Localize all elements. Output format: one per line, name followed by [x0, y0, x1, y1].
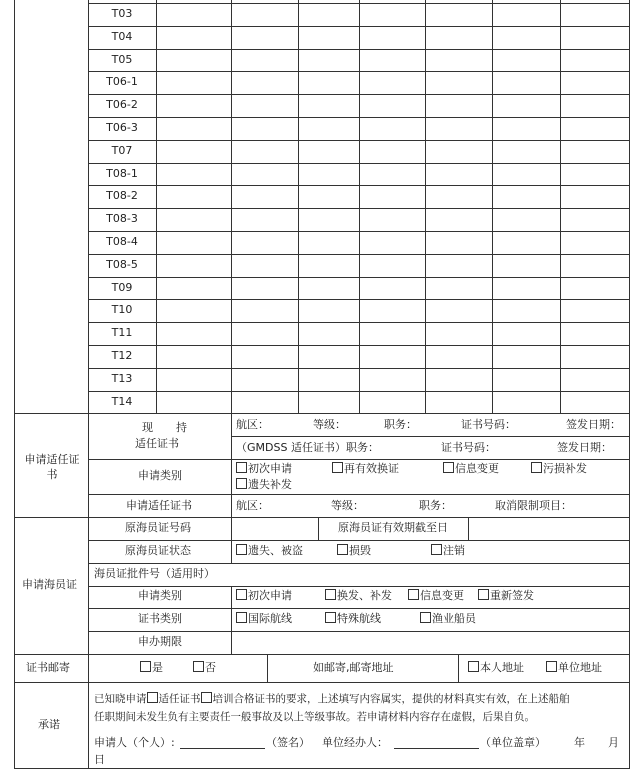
seaman-cat-info[interactable]: 信息变更	[408, 589, 464, 603]
grid-input-cell[interactable]	[232, 50, 298, 72]
current-field-duty: 职务：	[384, 418, 417, 431]
grid-input-cell[interactable]	[360, 369, 425, 391]
addr-company[interactable]: 单位地址	[546, 661, 602, 675]
checkbox[interactable]	[420, 612, 431, 623]
grid-input-cell[interactable]	[299, 4, 359, 26]
apply-field-duty: 职务：	[419, 499, 452, 512]
gmdss-duty: （GMDSS 适任证书）职务：	[236, 441, 379, 454]
grid-input-cell[interactable]	[360, 323, 425, 345]
grid-input-cell[interactable]	[360, 95, 425, 117]
grid-input-cell[interactable]	[426, 255, 492, 277]
grid-input-cell[interactable]	[493, 141, 560, 163]
promise-section-title: 承诺	[38, 718, 60, 731]
seaman-section-title: 申请海员证	[22, 578, 77, 591]
grid-input-cell[interactable]	[360, 255, 425, 277]
grid-input-cell[interactable]	[493, 72, 560, 94]
grid-input-cell[interactable]	[232, 232, 298, 254]
grid-input-cell[interactable]	[157, 72, 231, 94]
grid-input-cell[interactable]	[561, 141, 629, 163]
apply-field-remove-limit: 取消限制项目：	[495, 499, 572, 512]
grid-input-cell[interactable]	[157, 186, 231, 208]
status-damaged[interactable]: 损毁	[337, 544, 371, 558]
mail-no[interactable]: 否	[193, 661, 216, 675]
grid-input-cell[interactable]	[426, 164, 492, 186]
seaman-type-label: 证书类别	[138, 612, 182, 625]
checkbox[interactable]	[468, 661, 479, 672]
checkbox[interactable]	[140, 661, 151, 672]
checkbox[interactable]	[147, 692, 158, 703]
seaman-category-label: 申请类别	[138, 589, 182, 602]
grid-input-cell[interactable]	[493, 300, 560, 322]
grid-input-cell[interactable]	[232, 323, 298, 345]
promise-text-line2: 任职期间未发生负有主要责任一般事故及以上等级事故。若申请材料内容存在虚假，后果自负。	[94, 711, 535, 723]
grid-input-cell[interactable]	[299, 50, 359, 72]
grid-input-cell[interactable]	[299, 141, 359, 163]
status-cancelled[interactable]: 注销	[431, 544, 465, 558]
gmdss-cert-no: 证书号码：	[441, 441, 496, 454]
code-cell: T08-1	[106, 166, 138, 180]
grid-input-cell[interactable]	[299, 346, 359, 368]
checkbox[interactable]	[478, 589, 489, 600]
grid-input-cell[interactable]	[157, 323, 231, 345]
grid-input-cell[interactable]	[426, 4, 492, 26]
grid-input-cell[interactable]	[299, 300, 359, 322]
type-international[interactable]: 国际航线	[236, 612, 292, 626]
grid-input-cell[interactable]	[426, 141, 492, 163]
code-cell: T06-2	[106, 98, 138, 112]
grid-input-cell[interactable]	[299, 118, 359, 140]
grid-input-cell[interactable]	[232, 141, 298, 163]
grid-input-cell[interactable]	[561, 164, 629, 186]
grid-input-cell[interactable]	[493, 232, 560, 254]
grid-input-cell[interactable]	[426, 346, 492, 368]
month-label: 月	[608, 736, 619, 749]
apply-field-area: 航区：	[236, 499, 269, 512]
apply-field-grade: 等级：	[331, 499, 364, 512]
grid-input-cell[interactable]	[493, 323, 560, 345]
seaman-cat-initial[interactable]: 初次申请	[236, 589, 292, 603]
code-cell: T14	[111, 394, 133, 408]
grid-input-cell[interactable]	[360, 164, 425, 186]
code-cell: T11	[111, 326, 133, 340]
grid-input-cell[interactable]	[360, 186, 425, 208]
grid-input-cell[interactable]	[157, 27, 231, 49]
grid-input-cell[interactable]	[426, 72, 492, 94]
grid-input-cell[interactable]	[360, 50, 425, 72]
grid-input-cell[interactable]	[299, 392, 359, 414]
gmdss-issue-date: 签发日期：	[557, 441, 612, 454]
grid-input-cell[interactable]	[157, 300, 231, 322]
grid-input-cell[interactable]	[426, 95, 492, 117]
grid-input-cell[interactable]	[493, 255, 560, 277]
checkbox[interactable]	[325, 589, 336, 600]
grid-input-cell[interactable]	[232, 278, 298, 300]
grid-input-cell[interactable]	[426, 232, 492, 254]
grid-input-cell[interactable]	[157, 118, 231, 140]
current-cert-label: 现 持	[142, 421, 193, 434]
grid-input-cell[interactable]	[157, 369, 231, 391]
grid-input-cell[interactable]	[299, 27, 359, 49]
apply-cert-label: 申请适任证书	[126, 499, 192, 512]
grid-input-cell[interactable]	[232, 164, 298, 186]
grid-input-cell[interactable]	[360, 346, 425, 368]
grid-input-cell[interactable]	[493, 95, 560, 117]
applicant-sign-line[interactable]	[180, 748, 265, 749]
type-special[interactable]: 特殊航线	[325, 612, 381, 626]
grid-input-cell[interactable]	[561, 278, 629, 300]
grid-input-cell[interactable]	[493, 118, 560, 140]
code-cell: T07	[111, 143, 133, 157]
seal-label: （单位盖章）	[480, 736, 546, 749]
grid-input-cell[interactable]	[561, 323, 629, 345]
cert-cat-info-change[interactable]: 信息变更	[443, 462, 499, 476]
grid-input-cell[interactable]	[360, 300, 425, 322]
applicant-label: 申请人（个人）:	[94, 736, 175, 749]
grid-input-cell[interactable]	[299, 95, 359, 117]
grid-input-cell[interactable]	[426, 300, 492, 322]
grid-input-cell[interactable]	[561, 72, 629, 94]
code-cell: T08-4	[106, 235, 138, 248]
grid-input-cell[interactable]	[232, 300, 298, 322]
grid-input-cell[interactable]	[360, 72, 425, 94]
cert-cat-lost[interactable]: 遗失补发	[236, 478, 292, 492]
grid-input-cell[interactable]	[493, 164, 560, 186]
grid-input-cell[interactable]	[232, 346, 298, 368]
orig-seaman-valid-label: 原海员证有效期截至日	[338, 521, 448, 534]
cert-cat-renew[interactable]: 再有效换证	[332, 462, 399, 476]
code-cell: T13	[111, 371, 133, 385]
code-cell: T06-3	[106, 121, 138, 134]
grid-input-cell[interactable]	[360, 232, 425, 254]
grid-input-cell[interactable]	[561, 209, 629, 231]
type-fishery[interactable]: 渔业船员	[420, 612, 476, 626]
checkbox[interactable]	[431, 544, 442, 555]
grid-input-cell[interactable]	[426, 323, 492, 345]
grid-input-cell[interactable]	[299, 164, 359, 186]
code-cell: T05	[111, 52, 133, 66]
grid-input-cell[interactable]	[157, 392, 231, 414]
grid-input-cell[interactable]	[493, 4, 560, 26]
grid-input-cell[interactable]	[561, 27, 629, 49]
seaman-cat-resign[interactable]: 重新签发	[478, 589, 534, 603]
checkbox[interactable]	[325, 612, 336, 623]
status-lost[interactable]: 遗失、被盗	[236, 544, 303, 558]
current-field-cert-no: 证书号码：	[461, 418, 516, 431]
grid-input-cell[interactable]	[157, 209, 231, 231]
grid-input-cell[interactable]	[232, 369, 298, 391]
grid-input-cell[interactable]	[561, 255, 629, 277]
cert-category-label: 申请类别	[138, 469, 182, 482]
grid-input-cell[interactable]	[299, 369, 359, 391]
grid-input-cell[interactable]	[561, 186, 629, 208]
code-cell: T08-5	[106, 257, 138, 271]
grid-input-cell[interactable]	[232, 186, 298, 208]
checkbox[interactable]	[332, 462, 343, 473]
grid-input-cell[interactable]	[232, 209, 298, 231]
grid-input-cell[interactable]	[561, 300, 629, 322]
grid-input-cell[interactable]	[360, 209, 425, 231]
code-cell: T08-2	[106, 189, 138, 203]
grid-input-cell[interactable]	[360, 278, 425, 300]
grid-input-cell[interactable]	[493, 27, 560, 49]
grid-input-cell[interactable]	[426, 369, 492, 391]
grid-input-cell[interactable]	[493, 50, 560, 72]
grid-input-cell[interactable]	[360, 392, 425, 414]
code-cell: T08-3	[106, 212, 138, 226]
grid-input-cell[interactable]	[157, 50, 231, 72]
grid-input-cell[interactable]	[232, 95, 298, 117]
code-cell: T04	[111, 29, 133, 43]
mail-yes[interactable]: 是	[140, 661, 163, 675]
checkbox[interactable]	[236, 589, 247, 600]
grid-input-cell[interactable]	[299, 232, 359, 254]
grid-input-cell[interactable]	[561, 369, 629, 391]
checkbox[interactable]	[201, 692, 212, 703]
grid-input-cell[interactable]	[426, 392, 492, 414]
grid-input-cell[interactable]	[360, 4, 425, 26]
grid-input-cell[interactable]	[493, 278, 560, 300]
checkbox[interactable]	[193, 661, 204, 672]
current-cert-label-2: 适任证书	[135, 437, 179, 450]
grid-input-cell[interactable]	[299, 209, 359, 231]
code-cell: T06-1	[106, 75, 138, 89]
apply-cert-section-title: 申请适任证书	[24, 453, 80, 481]
grid-input-cell[interactable]	[561, 118, 629, 140]
grid-input-cell[interactable]	[157, 232, 231, 254]
grid-input-cell[interactable]	[299, 323, 359, 345]
orig-seaman-no-label: 原海员证号码	[125, 521, 191, 534]
promise-text-line1: 已知晓申请 适任证书 培训合格证书的要求，上述填写内容属实，提供的材料真实有效，在上述船舶	[94, 693, 570, 705]
checkbox[interactable]	[337, 544, 348, 555]
grid-input-cell[interactable]	[157, 141, 231, 163]
grid-input-cell[interactable]	[232, 255, 298, 277]
grid-input-cell[interactable]	[561, 346, 629, 368]
grid-input-cell[interactable]	[157, 255, 231, 277]
grid-input-cell[interactable]	[157, 95, 231, 117]
checkbox[interactable]	[408, 589, 419, 600]
orig-seaman-status-label: 原海员证状态	[125, 544, 191, 557]
grid-input-cell[interactable]	[232, 72, 298, 94]
mail-section-title: 证书邮寄	[26, 661, 70, 674]
grid-input-cell[interactable]	[299, 278, 359, 300]
grid-input-cell[interactable]	[426, 50, 492, 72]
current-field-issue-date: 签发日期：	[566, 418, 621, 431]
grid-input-cell[interactable]	[493, 369, 560, 391]
checkbox[interactable]	[236, 478, 247, 489]
checkbox[interactable]	[546, 661, 557, 672]
code-cell: T10	[111, 303, 133, 317]
grid-input-cell[interactable]	[157, 4, 231, 26]
sign-label: （签名）	[266, 736, 310, 749]
grid-input-cell[interactable]	[493, 346, 560, 368]
grid-input-cell[interactable]	[426, 186, 492, 208]
grid-input-cell[interactable]	[299, 255, 359, 277]
grid-input-cell[interactable]	[360, 118, 425, 140]
grid-input-cell[interactable]	[426, 27, 492, 49]
grid-input-cell[interactable]	[561, 50, 629, 72]
code-cell: T03	[111, 7, 133, 20]
current-field-area: 航区：	[236, 418, 269, 431]
grid-input-cell[interactable]	[299, 186, 359, 208]
cert-cat-damaged[interactable]: 污损补发	[531, 462, 587, 476]
grid-input-cell[interactable]	[360, 141, 425, 163]
checkbox[interactable]	[531, 462, 542, 473]
grid-input-cell[interactable]	[157, 346, 231, 368]
grid-input-cell[interactable]	[561, 95, 629, 117]
approval-no-label: 海员证批件号（适用时）	[94, 567, 215, 580]
grid-input-cell[interactable]	[493, 392, 560, 414]
cert-cat-initial[interactable]: 初次申请	[236, 462, 292, 476]
grid-input-cell[interactable]	[426, 278, 492, 300]
seaman-cat-reissue[interactable]: 换发、补发	[325, 589, 392, 603]
grid-input-cell[interactable]	[426, 118, 492, 140]
code-cell: T12	[111, 349, 133, 362]
grid-input-cell[interactable]	[561, 232, 629, 254]
grid-input-cell[interactable]	[561, 392, 629, 414]
day-label: 日	[94, 753, 105, 766]
grid-input-cell[interactable]	[157, 278, 231, 300]
grid-input-cell[interactable]	[232, 118, 298, 140]
checkbox[interactable]	[236, 462, 247, 473]
grid-input-cell[interactable]	[493, 186, 560, 208]
grid-input-cell[interactable]	[360, 27, 425, 49]
grid-input-cell[interactable]	[232, 392, 298, 414]
grid-input-cell[interactable]	[426, 209, 492, 231]
checkbox[interactable]	[236, 544, 247, 555]
grid-input-cell[interactable]	[299, 72, 359, 94]
grid-input-cell[interactable]	[157, 164, 231, 186]
year-label: 年	[574, 736, 585, 749]
checkbox[interactable]	[443, 462, 454, 473]
checkbox[interactable]	[236, 612, 247, 623]
mail-address-label: 如邮寄,邮寄地址	[313, 661, 394, 674]
period-label: 申办期限	[138, 635, 182, 648]
grid-input-cell[interactable]	[232, 27, 298, 49]
grid-input-cell[interactable]	[561, 4, 629, 26]
current-field-grade: 等级：	[313, 418, 346, 431]
addr-self[interactable]: 本人地址	[468, 661, 524, 675]
agent-label: 单位经办人：	[322, 736, 388, 749]
code-cell: T09	[111, 280, 133, 294]
grid-input-cell[interactable]	[232, 4, 298, 26]
grid-input-cell[interactable]	[493, 209, 560, 231]
agent-sign-line[interactable]	[394, 748, 479, 749]
